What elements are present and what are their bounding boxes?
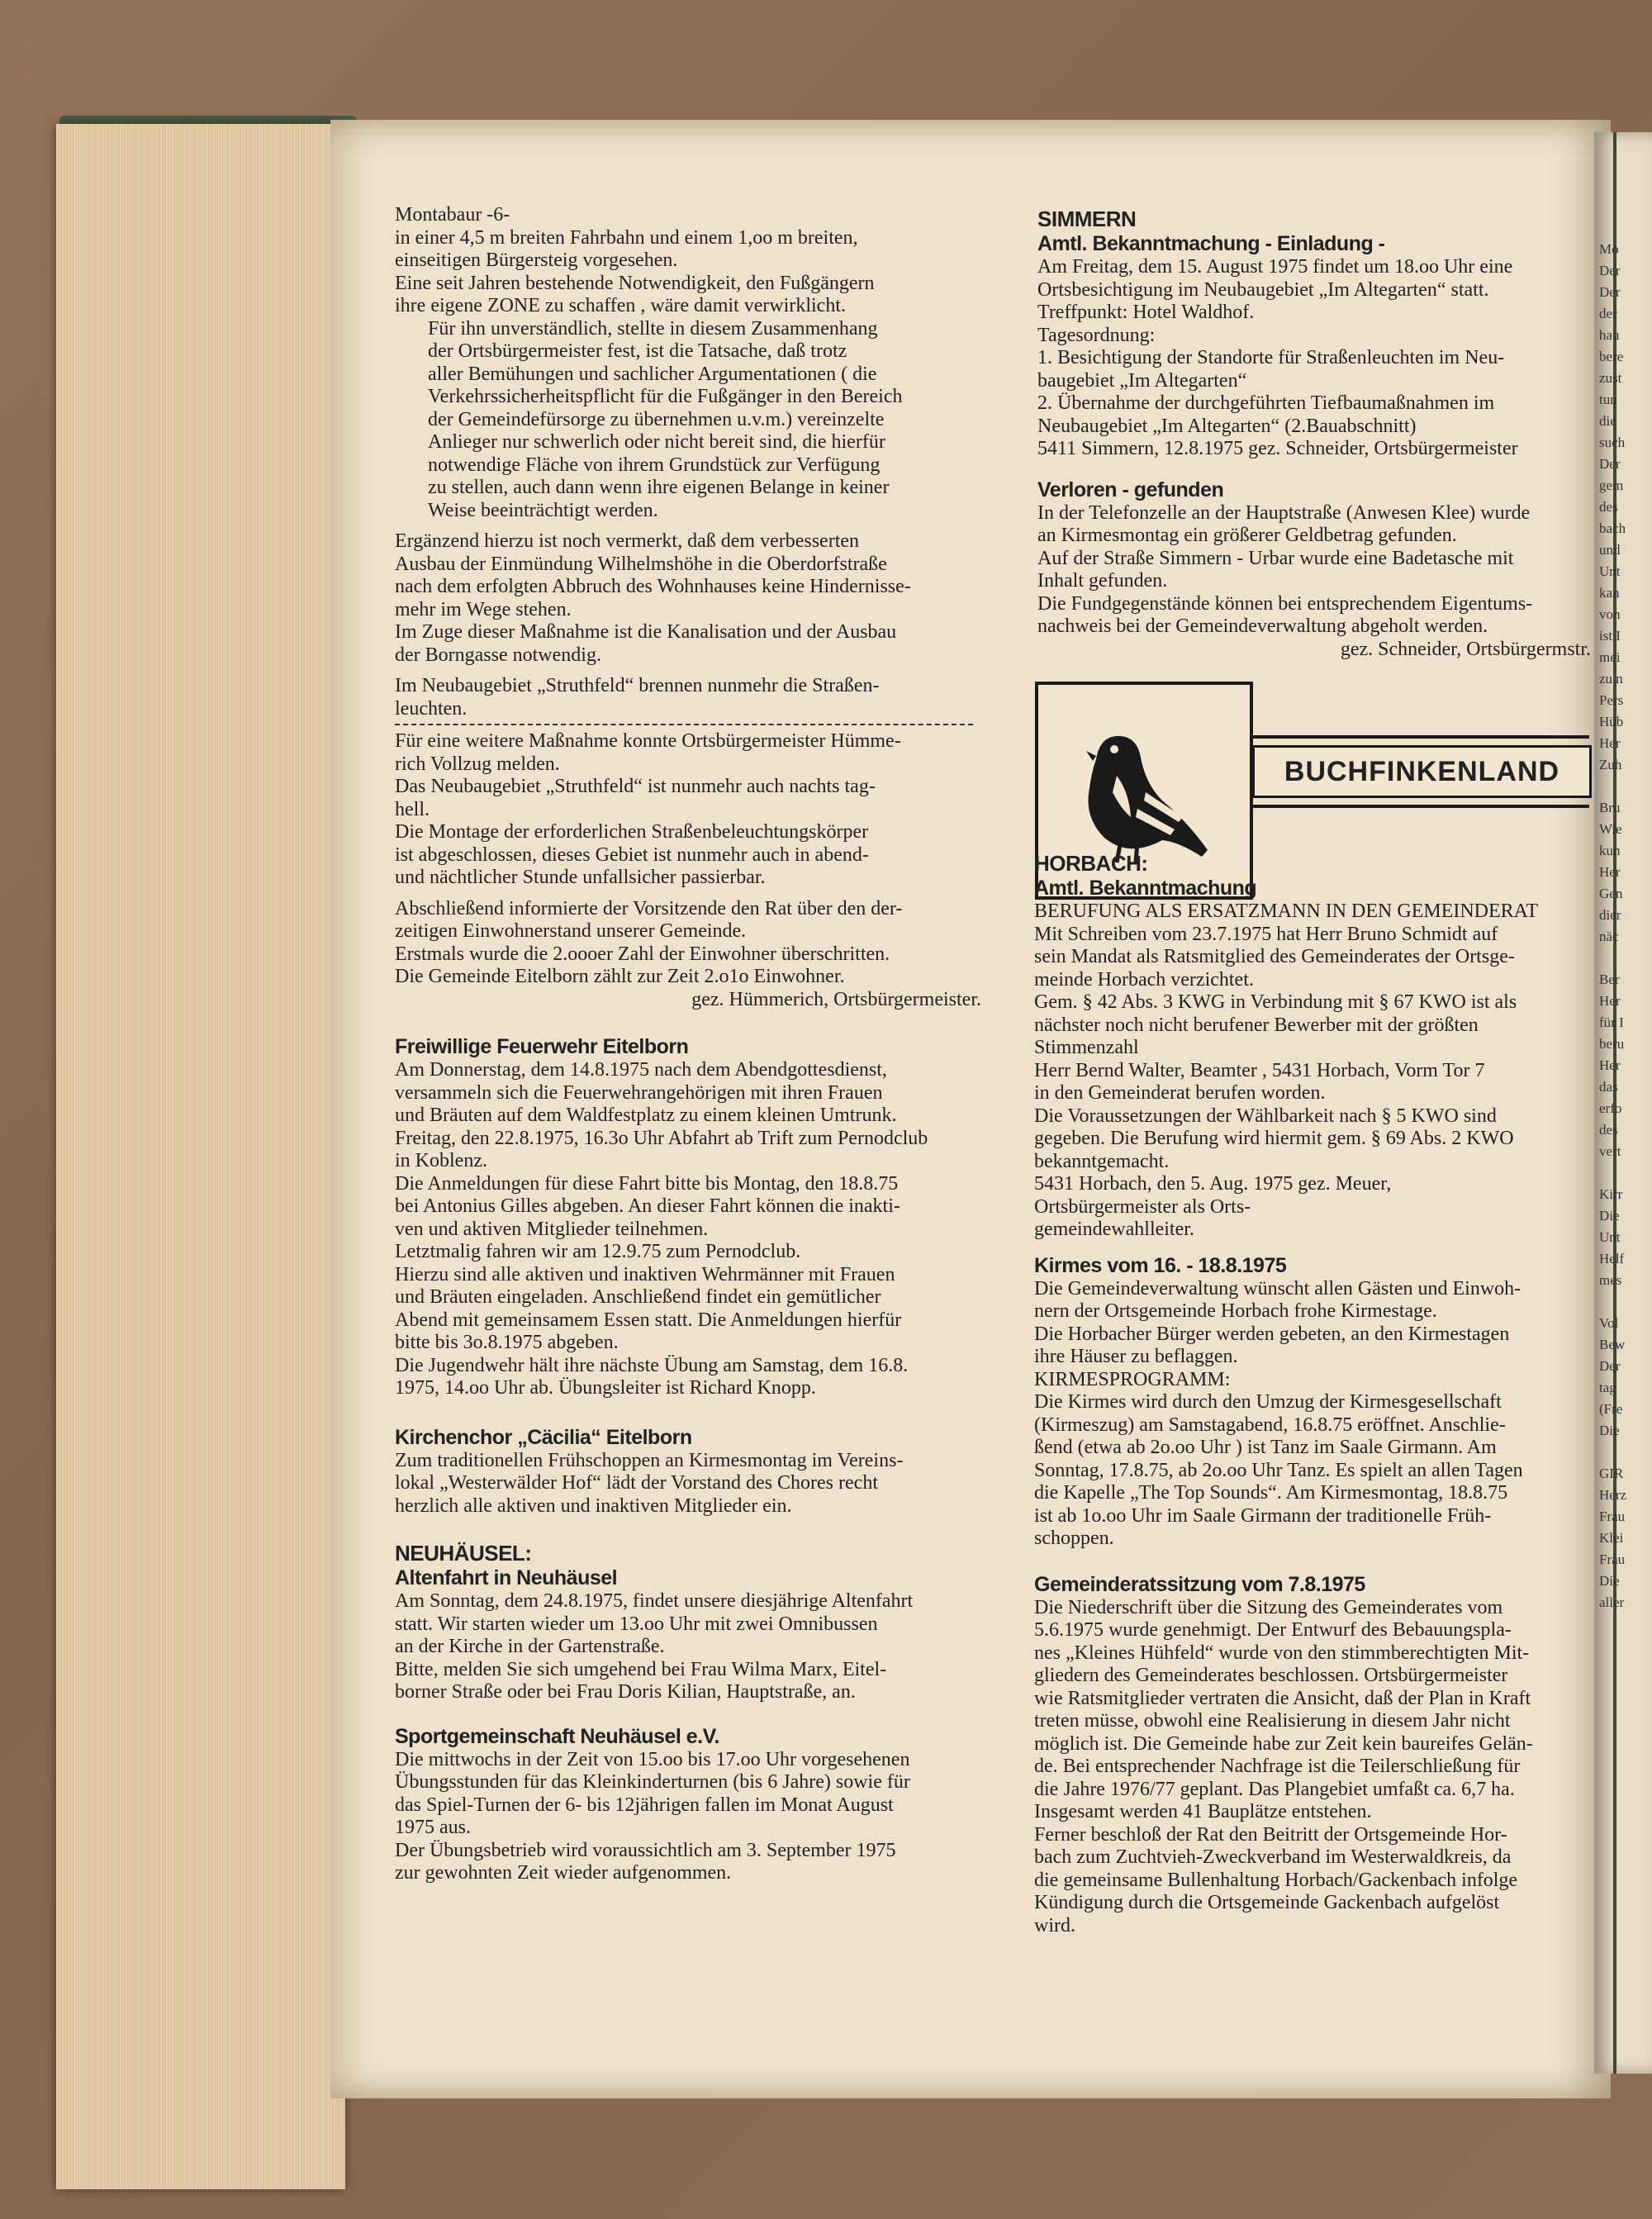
next-page-fragment: das <box>1599 1079 1618 1095</box>
next-page-fragment: Kirr <box>1599 1186 1623 1202</box>
section-subheading: Amtl. Bekanntmachung - Einladung - <box>1037 232 1385 255</box>
next-page-fragment: Hüb <box>1599 714 1624 729</box>
paragraph: Die Niederschrift über die Sitzung des Gemeinderates vom 5.6.1975 wurde genehmigt. Der Entwurf des Bebauungspla- nes „Kleines Hühfeld“ wurde von den stimmberechtigten Mit- gliedern des Gemeinderates beschlossen. Ortsbürgermeister wie Ratsmitglieder vertraten die Ansicht, daß der Plan in Kraft treten müsse, obwohl eine Realisierung in diesem Jahr nicht möglich ist. Die Gemeinde habe zur Zeit kein baureifes Gelän- de. Bei entsprechender Nachfrage ist die Teilerschließung für die Jahre 1976/77 geplant. Das Plangebiet umfaßt ca. 6,7 ha. Insgesamt werden 41 Bauplätze entstehen. Ferner beschloß der Rat den Beitritt der Ortsgemeinde Hor- bach zum Zuchtvieh-Zweckverband im Westerwaldkreis, da die gemeinsame Bullenhaltung Horbach/Gackenbach infolge Kündigung durch die Ortsgemeinde Gackenbach aufgelöst wird. <box>1034 1596 1533 1936</box>
next-page-fragment: Vol <box>1599 1315 1619 1331</box>
book-page-stack <box>56 124 345 2189</box>
paragraph: Die Gemeindeverwaltung wünscht allen Gästen und Einwoh- nern der Ortsgemeinde Horbach frohe Kirmestage. Die Horbacher Bürger werden gebeten, an den Kirmestagen ihre Häuser zu beflaggen. KIRMESPROGRAMM: Die Kirmes wird durch den Umzug der Kirmesgesellschaft (Kirmeszug) am Samstagabend, 16.8.75 eröffnet. Anschlie- ßend (etwa ab 2o.oo Uhr ) ist Tanz im Saale Girmann. Am Sonntag, 17.8.75, ab 2o.oo Uhr Tanz. Es spielt an allen Tagen die Kapelle „The Top Sounds“. Am Kirmesmontag, 18.8.75 ist ab 1o.oo Uhr im Saale Girmann der traditionelle Früh- schoppen. <box>1034 1277 1523 1549</box>
next-page-fragment: der <box>1599 306 1617 321</box>
next-page-fragment: Unt <box>1599 1229 1621 1245</box>
next-page-fragment: kan <box>1599 585 1620 601</box>
next-page-fragment: Ber <box>1599 972 1620 987</box>
next-page-fragment: bach <box>1599 520 1626 536</box>
next-page-fragment: Her <box>1599 1057 1621 1073</box>
paragraph: Ergänzend hierzu ist noch vermerkt, daß dem verbesserten Ausbau der Einmündung Wilhelmshöhe in die Oberdorfstraße nach dem erfolgten Abbruch des Wohnhauses keine Hindernisse- mehr im Wege stehen. Im Zuge dieser Maßnahme ist die Kanalisation und der Ausbau der Borngasse notwendig. <box>395 530 911 666</box>
paragraph: Zum traditionellen Frühschoppen an Kirmesmontag im Vereins- lokal „Westerwälder Hof“ lädt der Vorstand des Chores recht herzlich alle aktiven und inaktiven Mitglieder ein. <box>395 1449 904 1517</box>
next-page-fragment: Die <box>1599 1423 1620 1438</box>
next-page-fragment: Bew <box>1599 1337 1626 1352</box>
section-subheading: Altenfahrt in Neuhäusel <box>395 1566 618 1589</box>
paragraph: Am Sonntag, dem 24.8.1975, findet unsere diesjährige Altenfahrt statt. Wir starten wieder um 13.oo Uhr mit zwei Omnibussen an der Kirche in der Gartenstraße. Bitte, melden Sie sich umgehend bei Frau Wilma Marx, Eitel- borner Straße oder bei Frau Doris Kilian, Hauptstraße, an. <box>395 1590 914 1703</box>
paragraph: Für ihn unverständlich, stellte in diesem Zusammenhang der Ortsbürgermeister fest, ist die Tatsache, daß trotz aller Bemühungen und sachlicher Argumentationen ( die Verkehrssicherheitspflicht für die Fußgänger in den Bereich der Gemeindefürsorge zu übernehmen u.v.m.) vereinzelte Anlieger nur schwerlich oder nicht bereit sind, die hierfür notwendige Fläche von ihrem Grundstück zur Verfügung zu stellen, auch dann wenn ihre eigenen Belange in keiner Weise beeinträchtigt werden. <box>428 317 903 521</box>
next-page-fragment: mes <box>1599 1272 1622 1288</box>
section-heading: Kirchenchor „Cäcilia“ Eitelborn <box>395 1425 692 1449</box>
next-page-fragment: Mo <box>1599 241 1619 257</box>
next-page-fragment: hau <box>1599 327 1620 343</box>
section-heading: Gemeinderatssitzung vom 7.8.1975 <box>1034 1572 1365 1596</box>
left-column <box>395 204 990 1885</box>
next-page-fragment: von <box>1599 606 1621 622</box>
next-page-fragment: bere <box>1599 349 1624 364</box>
next-page-fragment: näc <box>1599 929 1619 944</box>
section-heading: HORBACH: <box>1034 851 1148 876</box>
next-page-fragment: und <box>1599 542 1621 558</box>
paragraph: Im Neubaugebiet „Struthfeld“ brennen nunmehr die Straßen- leuchten. <box>395 675 880 720</box>
paragraph: in einer 4,5 m breiten Fahrbahn und einem 1,oo m breiten, einseitigen Bürgersteig vorgesehen. Eine seit Jahren bestehende Notwendigkeit, den Fußgängern ihre eigene ZONE zu schaffen , wäre damit verwirklicht. <box>395 226 875 316</box>
next-page-fragment: Frau <box>1599 1509 1626 1524</box>
signature: gez. Hümmerich, Ortsbürgermeister. <box>691 988 981 1010</box>
section-heading: Verloren - gefunden <box>1037 478 1224 501</box>
next-page-fragment: Helf <box>1599 1251 1625 1266</box>
next-page-fragment: Her <box>1599 735 1621 751</box>
next-page-fragment: tag <box>1599 1380 1616 1395</box>
next-page-fragment: Der <box>1599 1358 1621 1374</box>
next-page-fragment: beru <box>1599 1036 1625 1052</box>
paragraph: Am Donnerstag, dem 14.8.1975 nach dem Abendgottesdienst, versammeln sich die Feuerwehrangehörigen mit ihren Frauen und Bräuten auf dem Waldfestplatz zu einem kleinen Umtrunk. Freitag, den 22.8.1975, 16.3o Uhr Abfahrt ab Trift zum Pernodclub in Koblenz. Die Anmeldungen für diese Fahrt bitte bis Montag, den 18.8.75 bei Antonius Gilles abgeben. An dieser Fahrt können die inakti- ven und aktiven Mitglieder teilnehmen. Letztmalig fahren wir am 12.9.75 zum Pernodclub. Hierzu sind alle aktiven und inaktiven Wehrmänner mit Frauen und Bräuten eingeladen. Anschließend findet ein gemütlicher Abend mit gemeinsamem Essen statt. Die Anmeldungen hierfür bitte bis 3o.8.1975 abgeben. Die Jugendwehr hält ihre nächste Übung am Samstag, dem 16.8. 1975, 14.oo Uhr ab. Übungsleiter ist Richard Knopp. <box>395 1059 928 1399</box>
section-heading: Freiwillige Feuerwehr Eitelborn <box>395 1035 689 1058</box>
section-heading: NEUHÄUSEL: <box>395 1541 532 1566</box>
right-column-bottom <box>1034 851 1599 1937</box>
section-heading: Sportgemeinschaft Neuhäusel e.V. <box>395 1724 719 1748</box>
next-page-fragment: erfo <box>1599 1100 1622 1116</box>
logo-label: BUCHFINKENLAND <box>1252 745 1592 798</box>
next-page-fragment: Der <box>1599 284 1621 300</box>
next-page-fragment: die <box>1599 413 1616 429</box>
next-page-fragment: tun <box>1599 392 1617 407</box>
next-page-fragment: für I <box>1599 1014 1624 1030</box>
next-page-fragment: zust <box>1599 370 1622 386</box>
paragraph: Die mittwochs in der Zeit von 15.oo bis 17.oo Uhr vorgesehenen Übungsstunden für das Kleinkinderturnen (bis 6 Jahre) sowie für das Spiel-Turnen der 6- bis 12jährigen fallen im Monat August 1975 aus. Der Übungsbetrieb wird voraussichtlich am 3. September 1975 zur gewohnten Zeit wieder aufgenommen. <box>395 1748 910 1884</box>
section-heading: Kirmes vom 16. - 18.8.1975 <box>1034 1253 1287 1277</box>
paragraph: BERUFUNG ALS ERSATZMANN IN DEN GEMEINDERAT Mit Schreiben vom 23.7.1975 hat Herr Bruno Schmidt auf sein Mandat als Ratsmitglied des Gemeinderates der Ortsge- meinde Horbach verzichtet. Gem. § 42 Abs. 3 KWG in Verbindung mit § 67 KWO ist als nächster noch nicht berufener Bewerber mit der größten Stimmenzahl Herr Bernd Walter, Beamter , 5431 Horbach, Vorm Tor 7 in den Gemeinderat berufen worden. Die Voraussetzungen der Wählbarkeit nach § 5 KWO sind gegeben. Die Berufung wird hiermit gem. § 69 Abs. 2 KWO bekanntgemacht. 5431 Horbach, den 5. Aug. 1975 gez. Meuer, Ortsbürgermeister als Orts- gemeindewahlleiter. <box>1034 900 1539 1240</box>
next-page-fragment: aller <box>1599 1594 1625 1610</box>
next-page-fragment: (Fre <box>1599 1401 1623 1417</box>
next-page-fragment: dier <box>1599 907 1621 923</box>
next-page-fragment: such <box>1599 435 1626 450</box>
paragraph: Am Freitag, dem 15. August 1975 findet um 18.oo Uhr eine Ortsbesichtigung im Neubaugebiet „Im Altegarten“ statt. Treffpunkt: Hotel Waldhof. Tagesordnung: 1. Besichtigung der Standorte für Straßenleuchten im Neu- baugebiet „Im Altegarten“ 2. Übernahme der durchgeführten Tiefbaumaßnahmen im Neubaugebiet „Im Altegarten“ (2.Bauabschnitt) 5411 Simmern, 12.8.1975 gez. Schneider, Ortsbürgermeister <box>1037 256 1518 459</box>
next-page-fragment: Zuh <box>1599 757 1622 772</box>
next-page-fragment: Herz <box>1599 1487 1627 1503</box>
section-heading: SIMMERN <box>1037 207 1137 231</box>
next-page-fragment: Her <box>1599 993 1621 1009</box>
signature: gez. Schneider, Ortsbürgermstr. <box>1340 638 1591 660</box>
next-page-fragment: zu n <box>1599 671 1623 687</box>
next-page-fragment: Pers <box>1599 692 1624 708</box>
next-page-fragment: Die <box>1599 1573 1620 1589</box>
next-page-fragment: Bru <box>1599 800 1621 815</box>
next-page-fragment: Gen <box>1599 886 1623 901</box>
right-column-top <box>1037 207 1599 661</box>
next-page-fragment: Wie <box>1599 821 1622 837</box>
next-page-fragment: kun <box>1599 843 1621 858</box>
next-page-fragment: des <box>1599 499 1618 515</box>
next-page-fragment: gem <box>1599 478 1624 493</box>
dashed-divider <box>395 724 973 725</box>
paragraph: Für eine weitere Maßnahme konnte Ortsbürgermeister Hümme- rich Vollzug melden. Das Neubaugebiet „Struthfeld“ ist nunmehr auch nachts tag- hell. Die Montage der erforderlichen Straßenbeleuchtungskörper ist abgeschlossen, dieses Gebiet ist nunmehr auch in abend- und nächtlicher Stunde unfallsicher passierbar. <box>395 730 901 888</box>
next-page-fragment: GIR <box>1599 1466 1624 1481</box>
next-page-fragment: Der <box>1599 456 1621 472</box>
next-page-fragment: ist I <box>1599 628 1621 644</box>
next-page-fragment: Her <box>1599 864 1621 880</box>
section-subheading: Amtl. Bekanntmachung <box>1034 877 1257 900</box>
next-page-fragment: Frau <box>1599 1551 1626 1567</box>
page-header: Montabaur -6- <box>395 204 510 226</box>
next-page-fragment: Unt <box>1599 563 1621 579</box>
next-page-fragment: vert <box>1599 1143 1621 1159</box>
next-page-fragment: mei <box>1599 649 1621 665</box>
paragraph: Abschließend informierte der Vorsitzende den Rat über den der- zeitigen Einwohnerstand unserer Gemeinde. Erstmals wurde die 2.oooer Zahl der Einwohner überschritten. Die Gemeinde Eitelborn zählt zur Zeit 2.o1o Einwohner. <box>395 897 903 987</box>
next-page-fragment: Klei <box>1599 1530 1624 1546</box>
next-page-fragment: des <box>1599 1122 1618 1138</box>
next-page-fragment: Der <box>1599 263 1621 278</box>
paragraph: In der Telefonzelle an der Hauptstraße (Anwesen Klee) wurde an Kirmesmontag ein größerer Geldbetrag gefunden. Auf der Straße Simmern - Urbar wurde eine Badetasche mit Inhalt gefunden. Die Fundgegenstände können bei entsprechendem Eigentums- nachweis bei der Gemeindeverwaltung abgeholt werden. <box>1037 501 1533 637</box>
next-page-fragment: Die <box>1599 1208 1620 1224</box>
